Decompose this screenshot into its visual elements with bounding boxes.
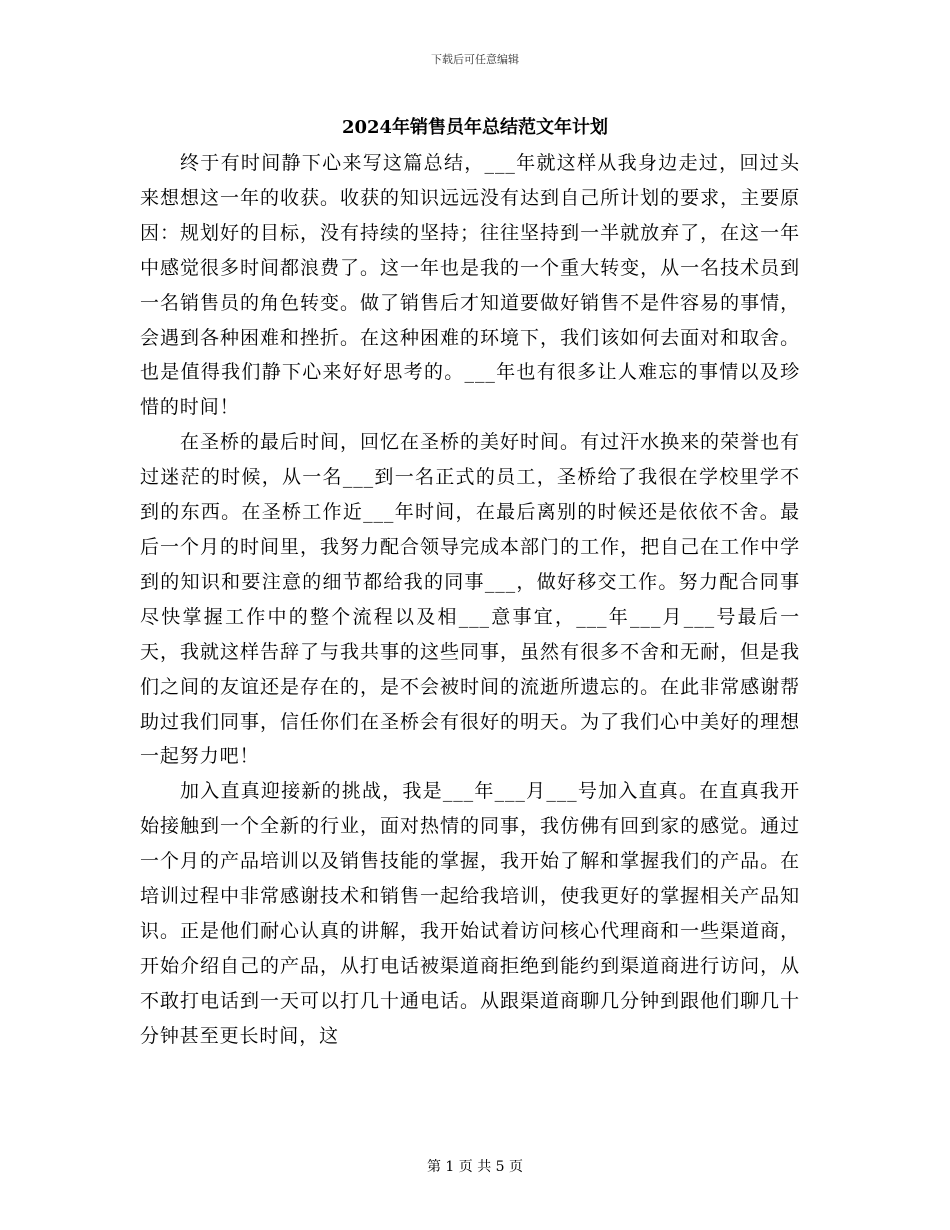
document-title: 2024年销售员年总结范文年计划 [341, 117, 609, 138]
document-body [140, 146, 800, 1054]
paragraph-3: 加入直真迎接新的挑战，我是___年___月___号加入直真。在直真我开始接触到一个全新的行业，面对热情的同事，我仿佛有回到家的感觉。通过一个月的产品培训以及销售技能的掌握，我开始了解和掌握我们的产品。在培训过程中非常感谢技术和销售一起给我培训，使我更好的掌握相关产品知识。正是他们耐心认真的讲解，我开始试着访问核心代理商和一些渠道商，开始介绍自己的产品，从打电话被渠道商拒绝到能约到渠道商进行访问，从不敢打电话到一天可以打几十通电话。从跟渠道商聊几分钟到跟他们聊几十分钟甚至更长时间，这 [140, 780, 800, 1047]
page-number: 第 1 页 共 5 页 [426, 1159, 524, 1175]
paragraph-1: 终于有时间静下心来写这篇总结，___年就这样从我身边走过，回过头来想想这一年的收获。收获的知识远远没有达到自己所计划的要求，主要原因：规划好的目标，没有持续的坚持；往往坚持到一半就放弃了，在这一年中感觉很多时间都浪费了。这一年也是我的一个重大转变，从一名技术员到一名销售员的角色转变。做了销售后才知道要做好销售不是件容易的事情，会遇到各种困难和挫折。在这种困难的环境下，我们该如何去面对和取舍。也是值得我们静下心来好好思考的。___年也有很多让人难忘的事情以及珍惜的时间！ [140, 152, 800, 419]
page-header-note: 下载后可任意编辑 [431, 53, 519, 66]
paragraph-2: 在圣桥的最后时间，回忆在圣桥的美好时间。有过汗水换来的荣誉也有过迷茫的时候，从一名___到一名正式的员工，圣桥给了我很在学校里学不到的东西。在圣桥工作近___年时间，在最后离别的时候还是依依不舍。最后一个月的时间里，我努力配合领导完成本部门的工作，把自己在工作中学到的知识和要注意的细节都给我的同事___，做好移交工作。努力配合同事尽快掌握工作中的整个流程以及相___意事宜，___年___月___号最后一天，我就这样告辞了与我共事的这些同事，虽然有很多不舍和无耐，但是我们之间的友谊还是存在的，是不会被时间的流逝所遗忘的。在此非常感谢帮助过我们同事，信任你们在圣桥会有很好的明天。为了我们心中美好的理想一起努力吧！ [140, 431, 800, 768]
